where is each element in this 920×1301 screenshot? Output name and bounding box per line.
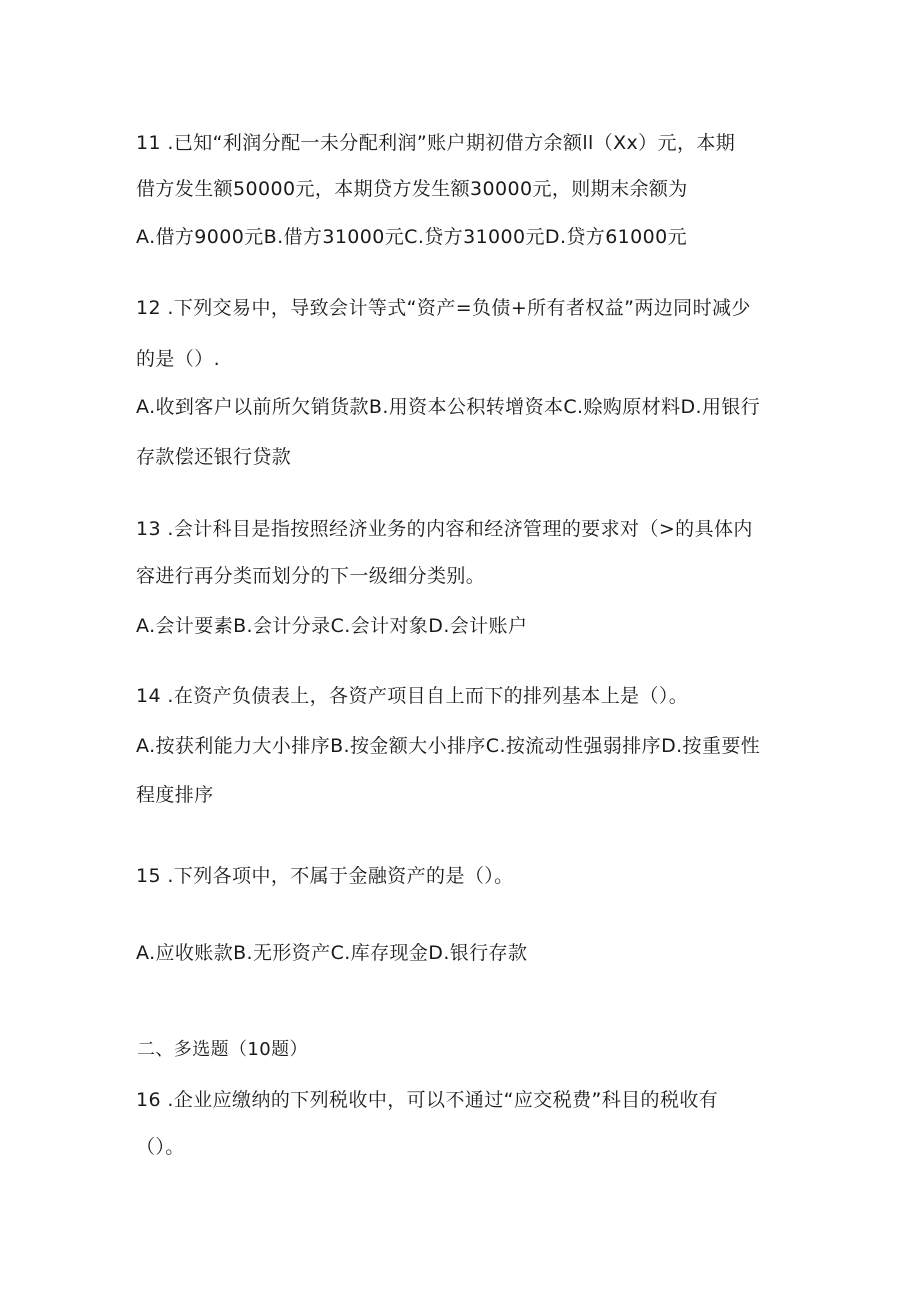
question-14-options-line-2: 程度排序 — [136, 784, 214, 806]
question-12-stem-line-1: 12 .下列交易中，导致会计等式“资产=负债+所有者权益”两边同时减少 — [136, 297, 751, 319]
question-16-stem-line-1: 16 .企业应缴纳的下列税收中，可以不通过“应交税费”科目的税收有 — [136, 1089, 719, 1111]
section-heading-multiple-choice: 二、多选题（10题） — [137, 1039, 308, 1060]
question-15-stem: 15 .下列各项中，不属于金融资产的是（）。 — [136, 865, 514, 887]
question-11-stem-line-1: 11 .已知“利润分配一未分配利润”账户期初借方余额ll（Xx）元，本期 — [136, 132, 736, 154]
question-13-stem-line-2: 容进行再分类而划分的下一级细分类别。 — [136, 565, 486, 587]
question-16-stem-line-2: （）。 — [136, 1136, 185, 1158]
question-15-options: A.应收账款B.无形资产C.库存现金D.银行存款 — [136, 942, 528, 964]
question-12-options-line-2: 存款偿还银行贷款 — [136, 446, 292, 468]
question-12-options-line-1: A.收到客户以前所欠销货款B.用资本公积转增资本C.赊购原材料D.用银行 — [136, 396, 761, 418]
question-11-options: A.借方9000元B.借方31000元C.贷方31000元D.贷方61000元 — [136, 226, 688, 248]
question-14-options-line-1: A.按获利能力大小排序B.按金额大小排序C.按流动性强弱排序D.按重要性 — [136, 735, 761, 757]
question-13-options: A.会计要素B.会计分录C.会计对象D.会计账户 — [136, 615, 528, 637]
question-12-stem-line-2: 的是（）. — [136, 348, 221, 370]
question-14-stem: 14 .在资产负债表上，各资产项目自上而下的排列基本上是（）。 — [136, 685, 689, 707]
question-11-stem-line-2: 借方发生额50000元，本期贷方发生额30000元，则期末余额为 — [136, 178, 688, 200]
question-13-stem-line-1: 13 .会计科目是指按照经济业务的内容和经济管理的要求对（>的具体内 — [136, 518, 753, 540]
